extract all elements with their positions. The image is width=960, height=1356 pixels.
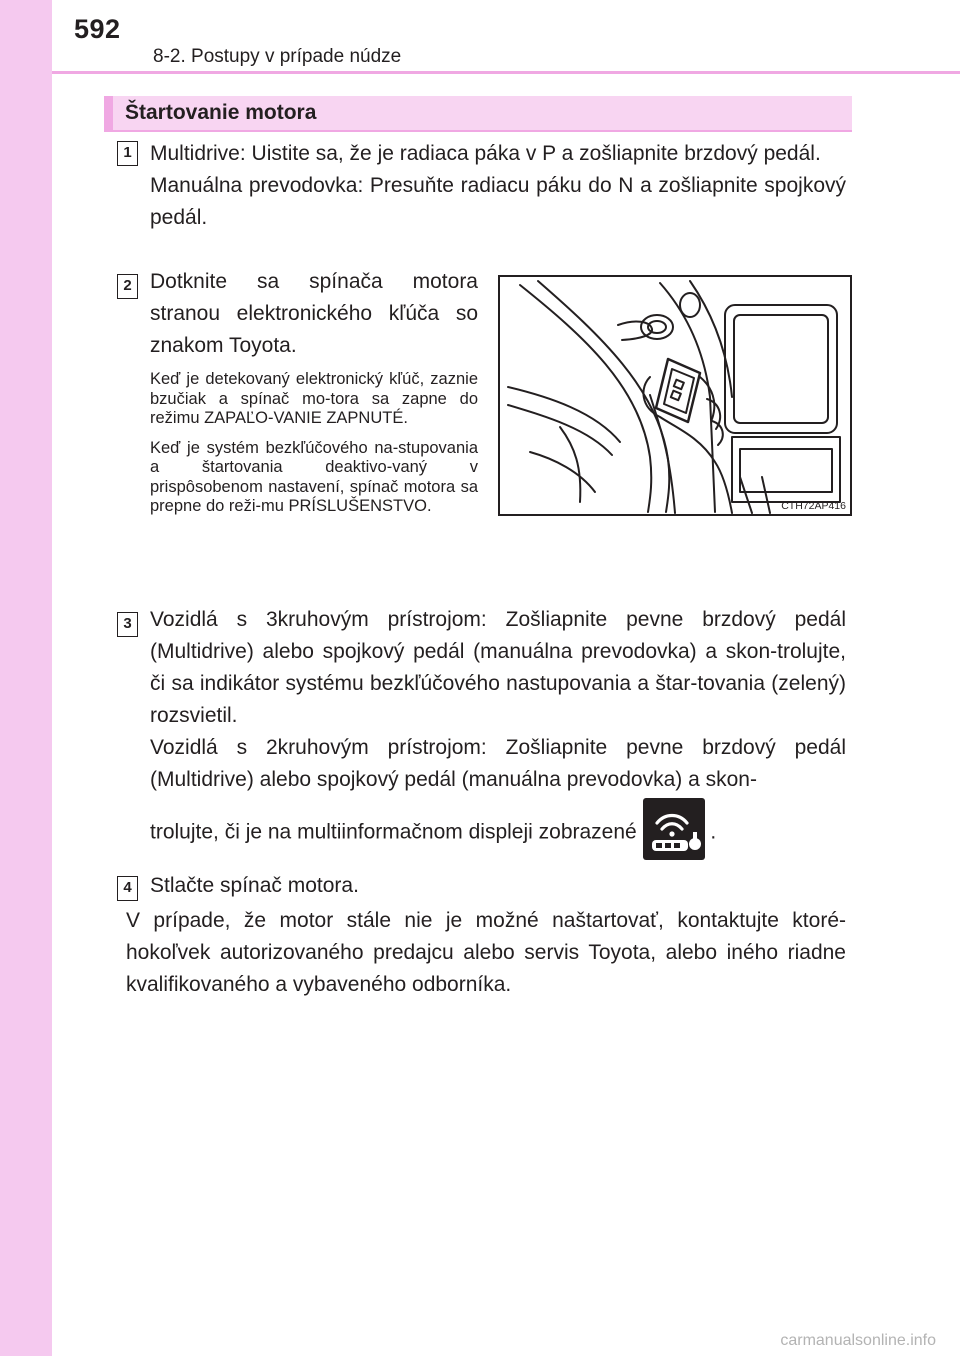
step-3-paragraph-2: Vozidlá s 2kruhovým prístrojom: Zošliapnite pevne brzdový pedál (Multidrive) alebo spojkový pedál (manuálna prevodovka) a skon- [150,736,846,791]
page-number: 592 [74,14,121,44]
illustration-code: CTH72AP416 [781,500,846,512]
step-number-1: 1 [117,141,138,166]
watermark: carmanualsonline.info [780,1332,936,1349]
illustration-drawing [500,277,850,514]
section-header: 8-2. Postupy v prípade núdze [153,46,402,67]
step-4-paragraph-1: Stlačte spínač motora. [150,874,359,897]
step-3-text [150,604,846,864]
step-3-paragraph-3 [150,802,846,864]
step-2-note-1: Keď je detekovaný elektronický kľúč, zaznie bzučiak a spínač mo-tora sa zapne do režimu ZAPAĽO-VANIE ZAPNUTÉ. [150,370,478,427]
step-2-note-2: Keď je systém bezkľúčového na-stupovania a štartovania deaktivo-vaný v prispôsobenom nastavení, spínač motora sa prepne do reži-mu PRÍSLUŠENSTVO. [150,438,478,515]
step-1-text [150,138,846,234]
title-bar [104,96,852,132]
closing-paragraph: V prípade, že motor stále nie je možné naštartovať, kontaktujte ktoré-hokoľvek autorizovaného predajcu alebo servis Toyota, alebo iného riadne kvalifikovaného a vybaveného odborníka. [126,909,846,996]
step-1-paragraph-2: Manuálna prevodovka: Presuňte radiacu páku do N a zošliapnite spojkový pedál. [150,174,846,229]
side-band [0,0,52,1356]
step-number-4: 4 [117,876,138,901]
section-title: Štartovanie motora [125,101,317,124]
step-3-paragraph-1: Vozidlá s 3kruhovým prístrojom: Zošliapnite pevne brzdový pedál (Multidrive) alebo spojkový pedál (manuálna prevodovka) a skon-trolujte, či sa indikátor systému bezkľúčového nastupovania a štar-tovania (zelený) rozsvietil. [150,608,846,727]
step-2-paragraph-1: Dotknite sa spínača motora stranou elektronického kľúča so znakom Toyota. [150,270,478,357]
step-2-notes [150,370,478,527]
smart-key-indicator-glyph [643,798,705,860]
header-rule [52,71,960,74]
step-3-paragraph-3-text: trolujte, či je na multiinformačnom displeji zobrazené [150,820,637,844]
step-4-text [150,870,846,902]
step-2-text [150,266,478,362]
step-number-3: 3 [117,612,138,637]
step-1-paragraph-1: Multidrive: Uistite sa, že je radiaca páka v P a zošliapnite brzdový pedál. [150,142,821,165]
smart-key-indicator-icon [643,798,705,860]
steering-wheel-hand-key-illustration [498,275,852,516]
step-number-2: 2 [117,274,138,299]
step-3-trailing-period: . [710,820,717,844]
